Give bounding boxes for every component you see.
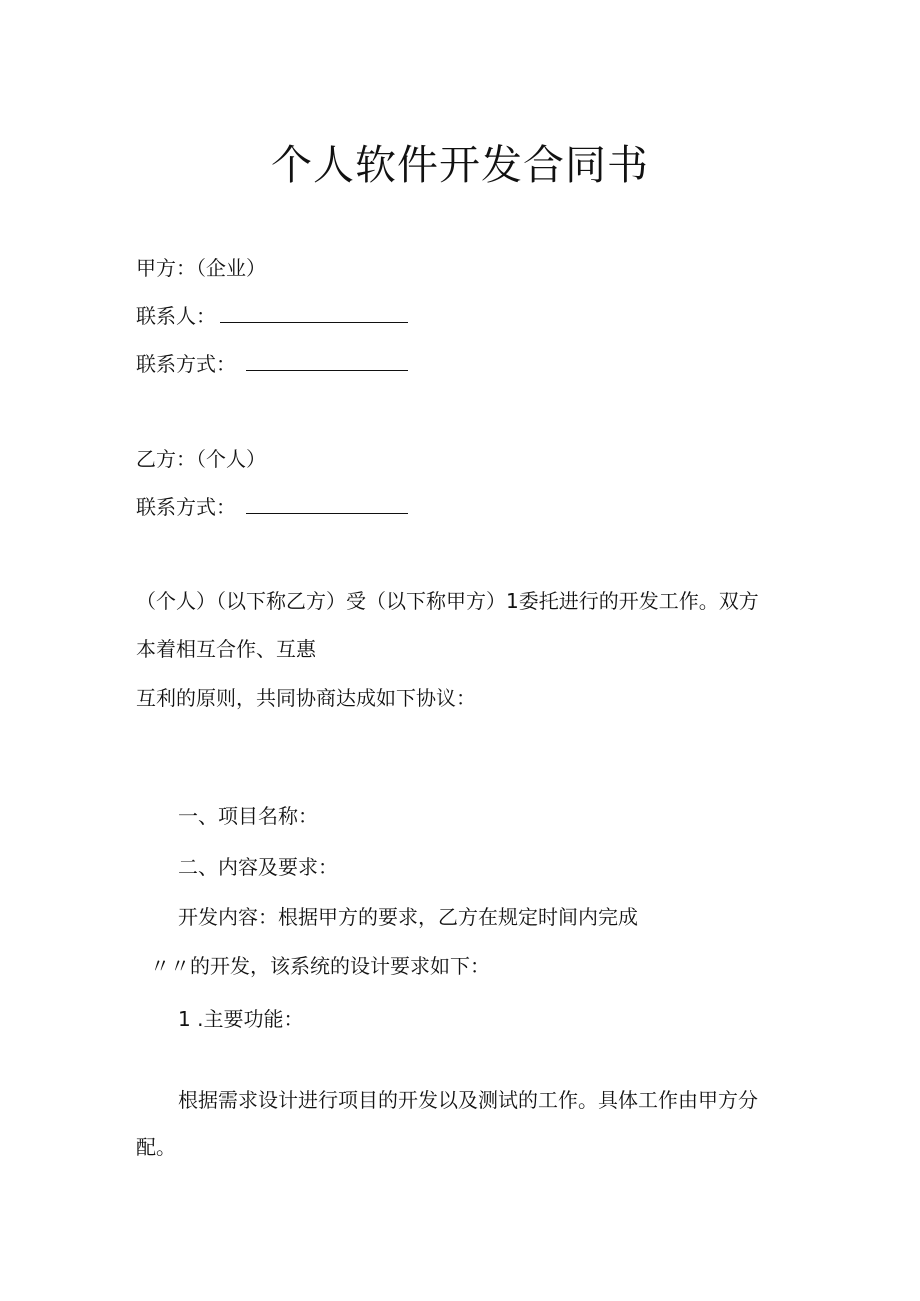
func-desc-line-1: 根据需求设计进行项目的开发以及测试的工作。具体工作由甲方分 [178,1088,758,1112]
party-a-contact-method [136,350,408,378]
dev-content-line-2: 〃〃的开发，该系统的设计要求如下： [150,954,490,978]
section-content-requirements: 二、内容及要求： [178,855,338,879]
intro-line-1: （个人）（以下称乙方）受（以下称甲方）1委托进行的开发工作。双方 [136,589,759,613]
party-b-label: 乙方：（个人） [136,447,266,471]
party-b-contact-method-blank [246,493,408,514]
intro-line-2: 本着相互合作、互惠 [136,637,316,661]
party-a-contact-person-blank [220,302,408,323]
party-a-contact-person [136,302,408,330]
party-a-contact-person-label: 联系人： [136,304,216,328]
party-b-contact-method-label: 联系方式： [136,495,236,519]
party-a-contact-method-label: 联系方式： [136,352,236,376]
dev-content-line-1: 开发内容：根据甲方的要求，乙方在规定时间内完成 [178,905,638,929]
section-project-name: 一、项目名称： [178,804,318,828]
party-a-contact-method-blank [246,350,408,371]
document-title: 个人软件开发合同书 [271,141,649,189]
section-main-functions: 1 .主要功能： [178,1007,304,1031]
func-desc-line-2: 配。 [136,1135,176,1159]
party-a-label: 甲方：（企业） [136,256,266,280]
party-b-contact-method [136,493,408,521]
intro-line-3: 互利的原则，共同协商达成如下协议： [136,686,476,710]
